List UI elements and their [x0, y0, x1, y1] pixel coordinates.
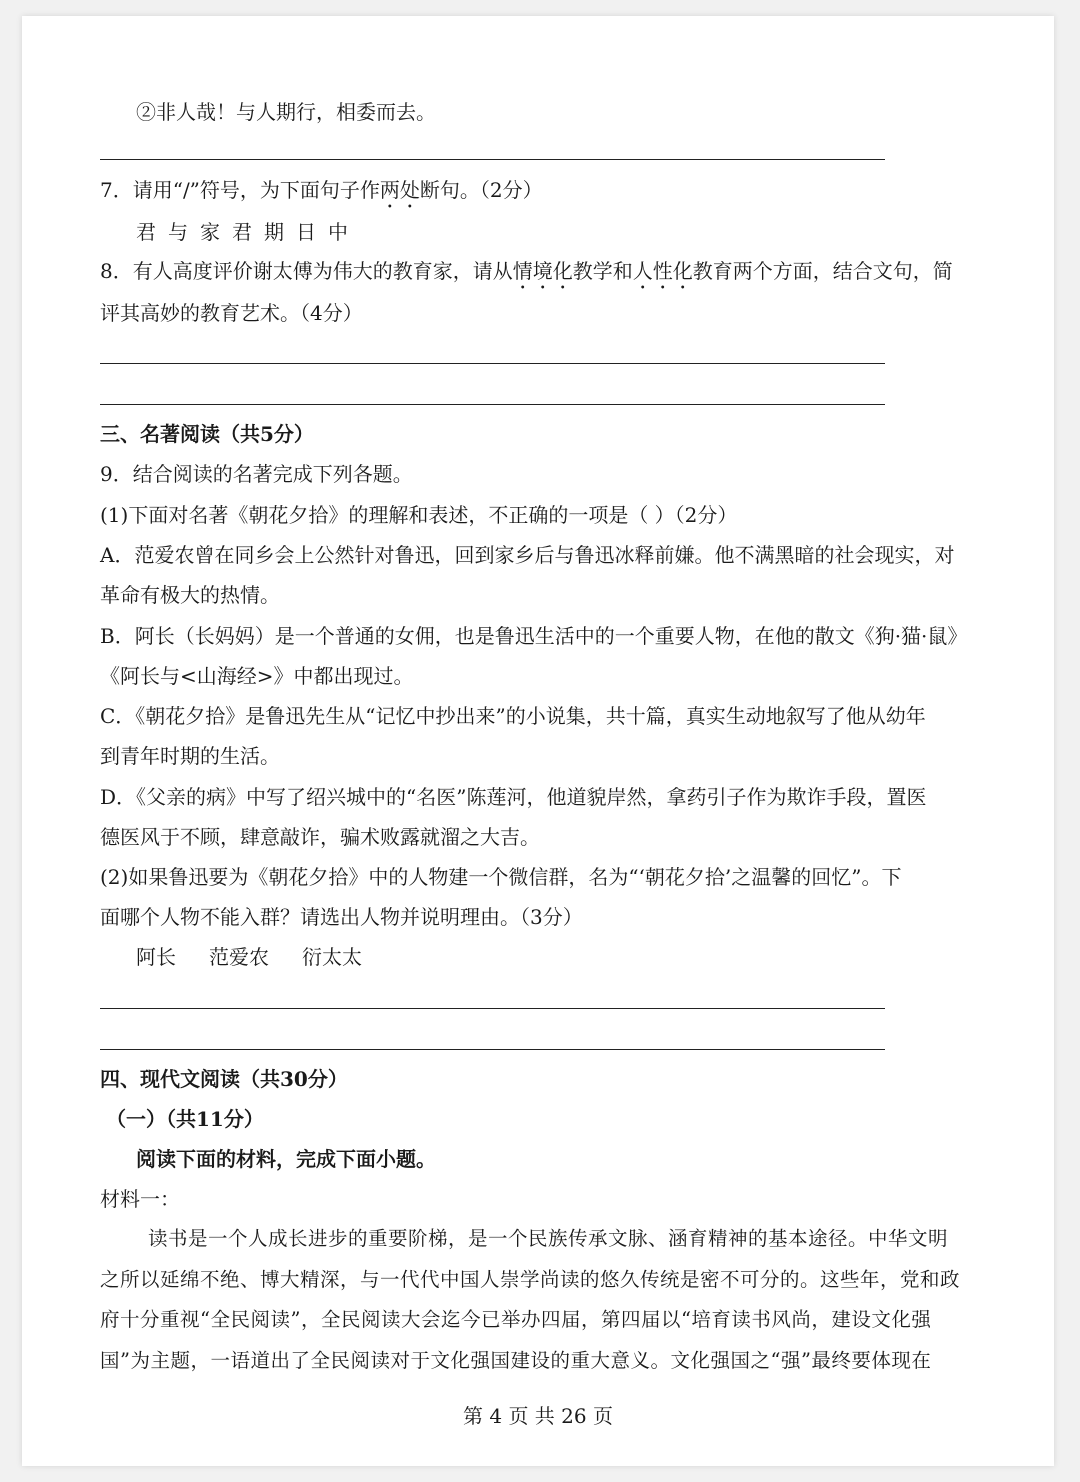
- question-9-1: (1)下面对名著《朝花夕拾》的理解和表述，不正确的一项是（ ）（2分）: [100, 503, 738, 527]
- answer-line: [100, 1008, 885, 1009]
- answer-line: [100, 404, 885, 405]
- question-9-2-line2: 面哪个人物不能入群？请选出人物并说明理由。（3分）: [100, 905, 583, 929]
- section-4-title: 四、现代文阅读（共30分）: [100, 1067, 348, 1091]
- emphasis-text: 人性化: [632, 259, 693, 283]
- material-paragraph: 国”为主题，一语道出了全民阅读对于文化强国建设的重大意义。文化强国之“强”最终要体现在: [100, 1349, 932, 1372]
- exam-page: [22, 16, 1054, 1466]
- option-b-line1: B．阿长（长妈妈）是一个普通的女佣，也是鲁迅生活中的一个重要人物，在他的散文《狗·猫·鼠》: [100, 624, 968, 648]
- emphasis-text: 情境化: [512, 259, 573, 283]
- option-d-line1: D．《父亲的病》中写了绍兴城中的“名医”陈莲河，他道貌岸然，拿药引子作为欺诈手段，置医: [100, 785, 927, 809]
- character-name: 阿长: [136, 945, 176, 969]
- q7-sentence: 君与家君期日中: [136, 220, 360, 244]
- material-paragraph: 读书是一个人成长进步的重要阶梯，是一个民族传承文脉、涵育精神的基本途径。中华文明: [148, 1227, 949, 1250]
- question-9: 9．结合阅读的名著完成下列各题。: [100, 462, 413, 486]
- answer-line: [100, 363, 885, 364]
- option-c-line1: C．《朝花夕拾》是鲁迅先生从“记忆中抄出来”的小说集，共十篇，真实生动地叙写了他从幼年: [100, 704, 926, 728]
- page-number-footer: 第 4 页 共 26 页: [463, 1404, 613, 1428]
- section-3-title: 三、名著阅读（共5分）: [100, 422, 314, 446]
- emphasis-text: 两处: [379, 178, 420, 202]
- q6-sentence-2: ②非人哉！与人期行，相委而去。: [136, 100, 436, 124]
- option-a-line2: 革命有极大的热情。: [100, 583, 280, 607]
- question-8-line1: 8．有人高度评价谢太傅为伟大的教育家，请从情境化教学和人性化教育两个方面，结合文句，简: [100, 259, 953, 283]
- character-name: 衍太太: [302, 945, 362, 969]
- reading-instruction: 阅读下面的材料，完成下面小题。: [136, 1147, 436, 1171]
- question-9-2-line1: (2)如果鲁迅要为《朝花夕拾》中的人物建一个微信群，名为“‘朝花夕拾’之温馨的回忆”。下: [100, 865, 902, 889]
- question-8-line2: 评其高妙的教育艺术。（4分）: [100, 301, 363, 325]
- question-7: 7．请用“/”符号，为下面句子作两处断句。（2分）: [100, 178, 543, 202]
- material-1-label: 材料一：: [100, 1187, 180, 1211]
- option-d-line2: 德医风于不顾，肆意敲诈，骗术败露就溜之大吉。: [100, 825, 540, 849]
- character-name: 范爱农: [209, 945, 269, 969]
- material-paragraph: 府十分重视“全民阅读”，全民阅读大会迄今已举办四届，第四届以“培育读书风尚，建设文化强: [100, 1308, 932, 1331]
- answer-line: [100, 159, 885, 160]
- section-4-sub: （一）（共11分）: [106, 1107, 264, 1131]
- option-c-line2: 到青年时期的生活。: [100, 744, 280, 768]
- answer-line: [100, 1049, 885, 1050]
- option-b-line2: 《阿长与<山海经>》中都出现过。: [100, 664, 414, 688]
- material-paragraph: 之所以延绵不绝、博大精深，与一代代中国人崇学尚读的悠久传统是密不可分的。这些年，党和政: [100, 1268, 961, 1291]
- option-a-line1: A．范爱农曾在同乡会上公然针对鲁迅，回到家乡后与鲁迅冰释前嫌。他不满黑暗的社会现实，对: [100, 543, 955, 567]
